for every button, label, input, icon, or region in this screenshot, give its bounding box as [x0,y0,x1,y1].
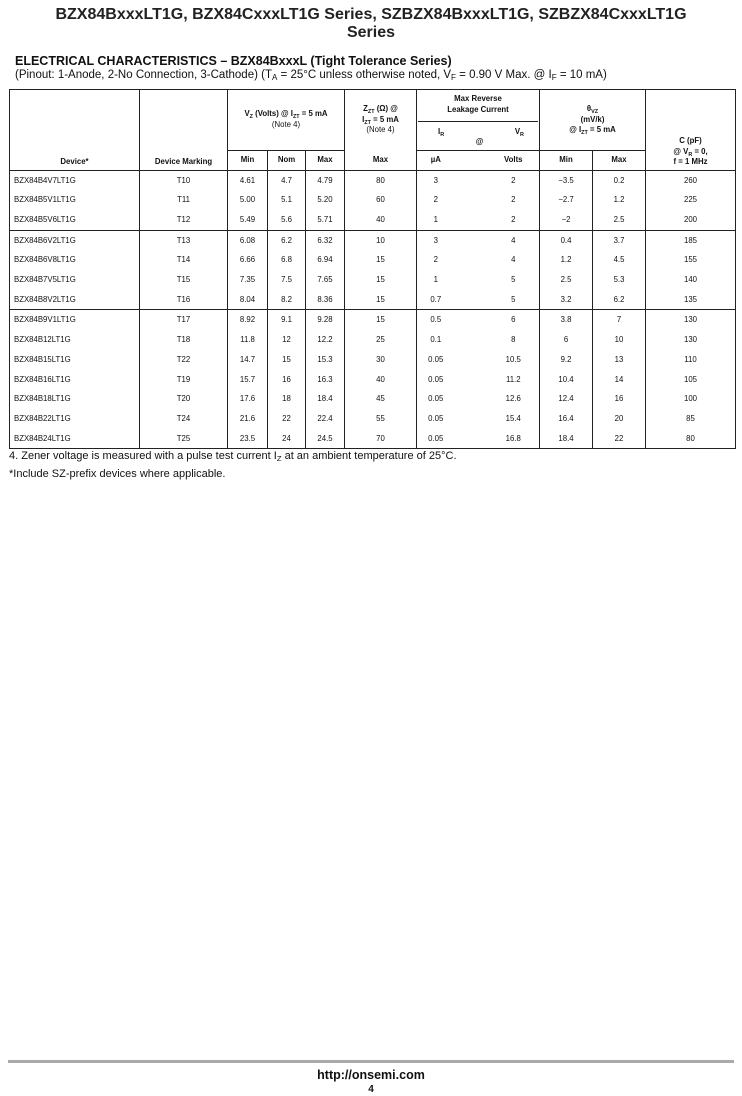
table-cell: 10 [345,230,417,250]
table-cell: 24.5 [306,429,345,449]
table-cell: 7.5 [268,270,306,290]
table-cell: 8.36 [306,290,345,310]
table-cell: 16.8 [488,429,540,449]
table-cell-spacer [455,310,488,330]
header-vz-nom: Nom [268,150,306,170]
table-cell: 8.2 [268,290,306,310]
table-cell: 18.4 [306,389,345,409]
table-cell: T24 [140,409,228,429]
table-cell: 40 [345,370,417,390]
table-cell: T20 [140,389,228,409]
table-cell: 20 [593,409,646,429]
table-cell: 6.66 [228,250,268,270]
table-cell: 9.1 [268,310,306,330]
table-cell: 105 [646,370,736,390]
table-cell: 15 [268,350,306,370]
table-cell: 14 [593,370,646,390]
header-theta-vz: $\theta_{VZ}$ (mV/k) @ $I_{ZT} = 5$ mA [540,90,646,151]
table-cell: 0.05 [417,429,455,449]
table-cell: BZX84B5V1LT1G [10,190,140,210]
table-cell: 4 [488,250,540,270]
table-cell-spacer [455,389,488,409]
table-cell: −2 [540,210,593,230]
table-cell: 25 [345,330,417,350]
table-cell-spacer [455,330,488,350]
table-cell: 5.71 [306,210,345,230]
table-cell: 15 [345,250,417,270]
header-zzt: $Z_{ZT}$ (Ω) @ $I_{ZT} = 5$ mA (Note 4) [345,90,417,151]
table-cell: 6 [540,330,593,350]
section-title: ELECTRICAL CHARACTERISTICS – BZX84BxxxL (Tight Tolerance Series) [15,54,452,68]
table-cell: 15.4 [488,409,540,429]
table-cell: 4.7 [268,170,306,190]
table-cell: BZX84B18LT1G [10,389,140,409]
table-cell: 10 [593,330,646,350]
page-title [0,6,742,42]
table-cell: 0.05 [417,389,455,409]
table-cell: 12.2 [306,330,345,350]
table-cell: −2.7 [540,190,593,210]
table-cell: 6.2 [593,290,646,310]
table-cell: 22 [593,429,646,449]
table-cell: 22 [268,409,306,429]
table-cell: 6 [488,310,540,330]
table-cell: 5 [488,290,540,310]
table-cell: 140 [646,270,736,290]
header-zzt-max: Max [345,150,417,170]
table-cell: 85 [646,409,736,429]
table-cell-spacer [455,190,488,210]
table-row [10,389,736,409]
table-cell: T10 [140,170,228,190]
table-cell: 5.6 [268,210,306,230]
header-vz: $V_Z$ (Volts) @ $I_{ZT} = 5$ mA (Note 4) [228,90,345,151]
table-cell: 3.8 [540,310,593,330]
table-cell: 12.4 [540,389,593,409]
header-device: Device* [10,90,140,171]
table-cell: T15 [140,270,228,290]
table-cell: 70 [345,429,417,449]
table-cell: 135 [646,290,736,310]
table-cell-spacer [455,290,488,310]
header-vr: $V_R$ [514,127,524,138]
table-cell: 21.6 [228,409,268,429]
table-cell: 4.79 [306,170,345,190]
table-cell: 15.7 [228,370,268,390]
table-cell: 12 [268,330,306,350]
header-vz-min: Min [228,150,268,170]
table-cell: 2 [417,190,455,210]
table-row [10,250,736,270]
table-cell: T17 [140,310,228,330]
table-cell: 0.05 [417,409,455,429]
table-cell: BZX84B5V6LT1G [10,210,140,230]
table-row [10,230,736,250]
header-vz-max: Max [306,150,345,170]
table-row [10,429,736,449]
table-cell: T12 [140,210,228,230]
table-cell: 3.2 [540,290,593,310]
table-cell: 60 [345,190,417,210]
table-cell: 24 [268,429,306,449]
table-cell: 5 [488,270,540,290]
table-cell: 17.6 [228,389,268,409]
footer-divider [8,1060,734,1063]
header-capacitance: C (pF) @ $V_R = 0$, f = 1 MHz [646,90,736,171]
table-cell: 260 [646,170,736,190]
table-cell: 2 [488,210,540,230]
header-theta-min: Min [540,150,593,170]
header-at: @ [475,137,484,146]
table-cell: 185 [646,230,736,250]
table-cell: 0.4 [540,230,593,250]
table-cell: 15 [345,310,417,330]
header-vr-unit: Volts [488,150,540,170]
table-cell: 0.7 [417,290,455,310]
table-cell: BZX84B8V2LT1G [10,290,140,310]
table-cell: 10.4 [540,370,593,390]
table-cell-spacer [455,350,488,370]
table-cell: 45 [345,389,417,409]
table-cell: 0.05 [417,350,455,370]
table-cell: 9.28 [306,310,345,330]
title-line-2: Series [346,24,396,41]
table-cell: 2 [417,250,455,270]
table-cell: 55 [345,409,417,429]
table-cell: BZX84B6V8LT1G [10,250,140,270]
table-cell: BZX84B4V7LT1G [10,170,140,190]
table-cell: 5.20 [306,190,345,210]
table-cell: T11 [140,190,228,210]
table-cell: 16.4 [540,409,593,429]
table-cell-spacer [455,250,488,270]
table-cell: 15 [345,290,417,310]
table-cell: 5.3 [593,270,646,290]
table-cell: 3 [417,230,455,250]
table-row [10,290,736,310]
table-cell: 200 [646,210,736,230]
table-cell: 11.2 [488,370,540,390]
table-cell: 2 [488,170,540,190]
table-cell-spacer [455,170,488,190]
table-cell: 6.94 [306,250,345,270]
table-row [10,210,736,230]
table-cell: 4.5 [593,250,646,270]
table-cell: T25 [140,429,228,449]
page-number: 4 [368,1084,374,1095]
table-cell: 3.7 [593,230,646,250]
table-cell: 4 [488,230,540,250]
table-cell: 0.5 [417,310,455,330]
table-body [10,170,736,449]
table-cell-spacer [455,270,488,290]
table-cell: 1.2 [593,190,646,210]
table-cell-spacer [455,370,488,390]
table-cell: BZX84B6V2LT1G [10,230,140,250]
table-cell: 7.65 [306,270,345,290]
table-row [10,310,736,330]
table-cell: 0.1 [417,330,455,350]
table-cell: BZX84B24LT1G [10,429,140,449]
table-cell: 4.61 [228,170,268,190]
table-cell: 40 [345,210,417,230]
header-device-marking: Device Marking [140,90,228,171]
header-ir: $I_R$ [438,127,445,138]
table-cell: 6.08 [228,230,268,250]
table-cell-spacer [455,230,488,250]
header-ir-unit: µA [417,150,455,170]
table-cell: 6.2 [268,230,306,250]
header-leakage-current: Max Reverse Leakage Current $I_R$ @ $V_R$ [417,90,540,151]
table-cell: 7 [593,310,646,330]
note-4: 4. Zener voltage is measured with a pulse test current $I_Z$ at an ambient temperature of 25°C. [9,450,457,463]
table-cell: T18 [140,330,228,350]
table-cell: 110 [646,350,736,370]
table-cell: 6.8 [268,250,306,270]
table-cell: 2 [488,190,540,210]
table-cell: 10.5 [488,350,540,370]
footer-url[interactable]: http://onsemi.com [317,1068,425,1082]
table-cell: 12.6 [488,389,540,409]
table-cell: 22.4 [306,409,345,429]
table-cell: 9.2 [540,350,593,370]
table-row [10,190,736,210]
table-cell: 1 [417,270,455,290]
table-cell: 130 [646,310,736,330]
note-include: *Include SZ-prefix devices where applicable. [9,468,226,480]
title-line-1: BZX84BxxxLT1G, BZX84CxxxLT1G Series, SZBZX84BxxxLT1G, SZBZX84CxxxLT1G [55,6,687,23]
table-cell: T13 [140,230,228,250]
table-cell: −3.5 [540,170,593,190]
table-cell-spacer [455,409,488,429]
table-row [10,370,736,390]
table-cell: 225 [646,190,736,210]
table-cell: 6.32 [306,230,345,250]
table-row [10,409,736,429]
table-cell: 14.7 [228,350,268,370]
table-cell: 16 [593,389,646,409]
table-cell: 100 [646,389,736,409]
table-cell: 5.00 [228,190,268,210]
table-cell: BZX84B12LT1G [10,330,140,350]
table-cell: 80 [646,429,736,449]
table-cell: BZX84B16LT1G [10,370,140,390]
table-cell: 2.5 [593,210,646,230]
table-cell: 15.3 [306,350,345,370]
table-cell: 0.2 [593,170,646,190]
table-cell: 8.92 [228,310,268,330]
table-cell: 2.5 [540,270,593,290]
table-cell: 16.3 [306,370,345,390]
table-cell: BZX84B7V5LT1G [10,270,140,290]
table-cell: 30 [345,350,417,370]
table-cell: 7.35 [228,270,268,290]
electrical-characteristics-table [9,89,736,449]
table-cell-spacer [455,210,488,230]
table-row [10,170,736,190]
table-cell: 18.4 [540,429,593,449]
table-cell: 16 [268,370,306,390]
table-cell: BZX84B22LT1G [10,409,140,429]
table-row [10,330,736,350]
table-cell: 18 [268,389,306,409]
table-cell: 80 [345,170,417,190]
table-cell: 15 [345,270,417,290]
table-cell: 11.8 [228,330,268,350]
table-cell: 8.04 [228,290,268,310]
section-subtitle: (Pinout: 1-Anode, 2-No Connection, 3-Cathode) ($T_A = 25^\circ C$ unless otherwise noted, $V_F = 0.90$ V Max. @ $I_F = 10$ mA) [15,69,607,82]
table-cell: 155 [646,250,736,270]
table-row [10,270,736,290]
table-cell: BZX84B9V1LT1G [10,310,140,330]
table-cell: T19 [140,370,228,390]
table-cell: 8 [488,330,540,350]
table-cell: 1 [417,210,455,230]
table-cell: T16 [140,290,228,310]
table-cell: 5.1 [268,190,306,210]
table-cell: BZX84B15LT1G [10,350,140,370]
table-cell: T22 [140,350,228,370]
table-cell: 0.05 [417,370,455,390]
table-cell-spacer [455,429,488,449]
table-cell: 1.2 [540,250,593,270]
table-cell: 5.49 [228,210,268,230]
table-cell: 23.5 [228,429,268,449]
table-cell: 130 [646,330,736,350]
table-cell: 13 [593,350,646,370]
table-row [10,350,736,370]
header-theta-max: Max [593,150,646,170]
table-cell: 3 [417,170,455,190]
table-cell: T14 [140,250,228,270]
